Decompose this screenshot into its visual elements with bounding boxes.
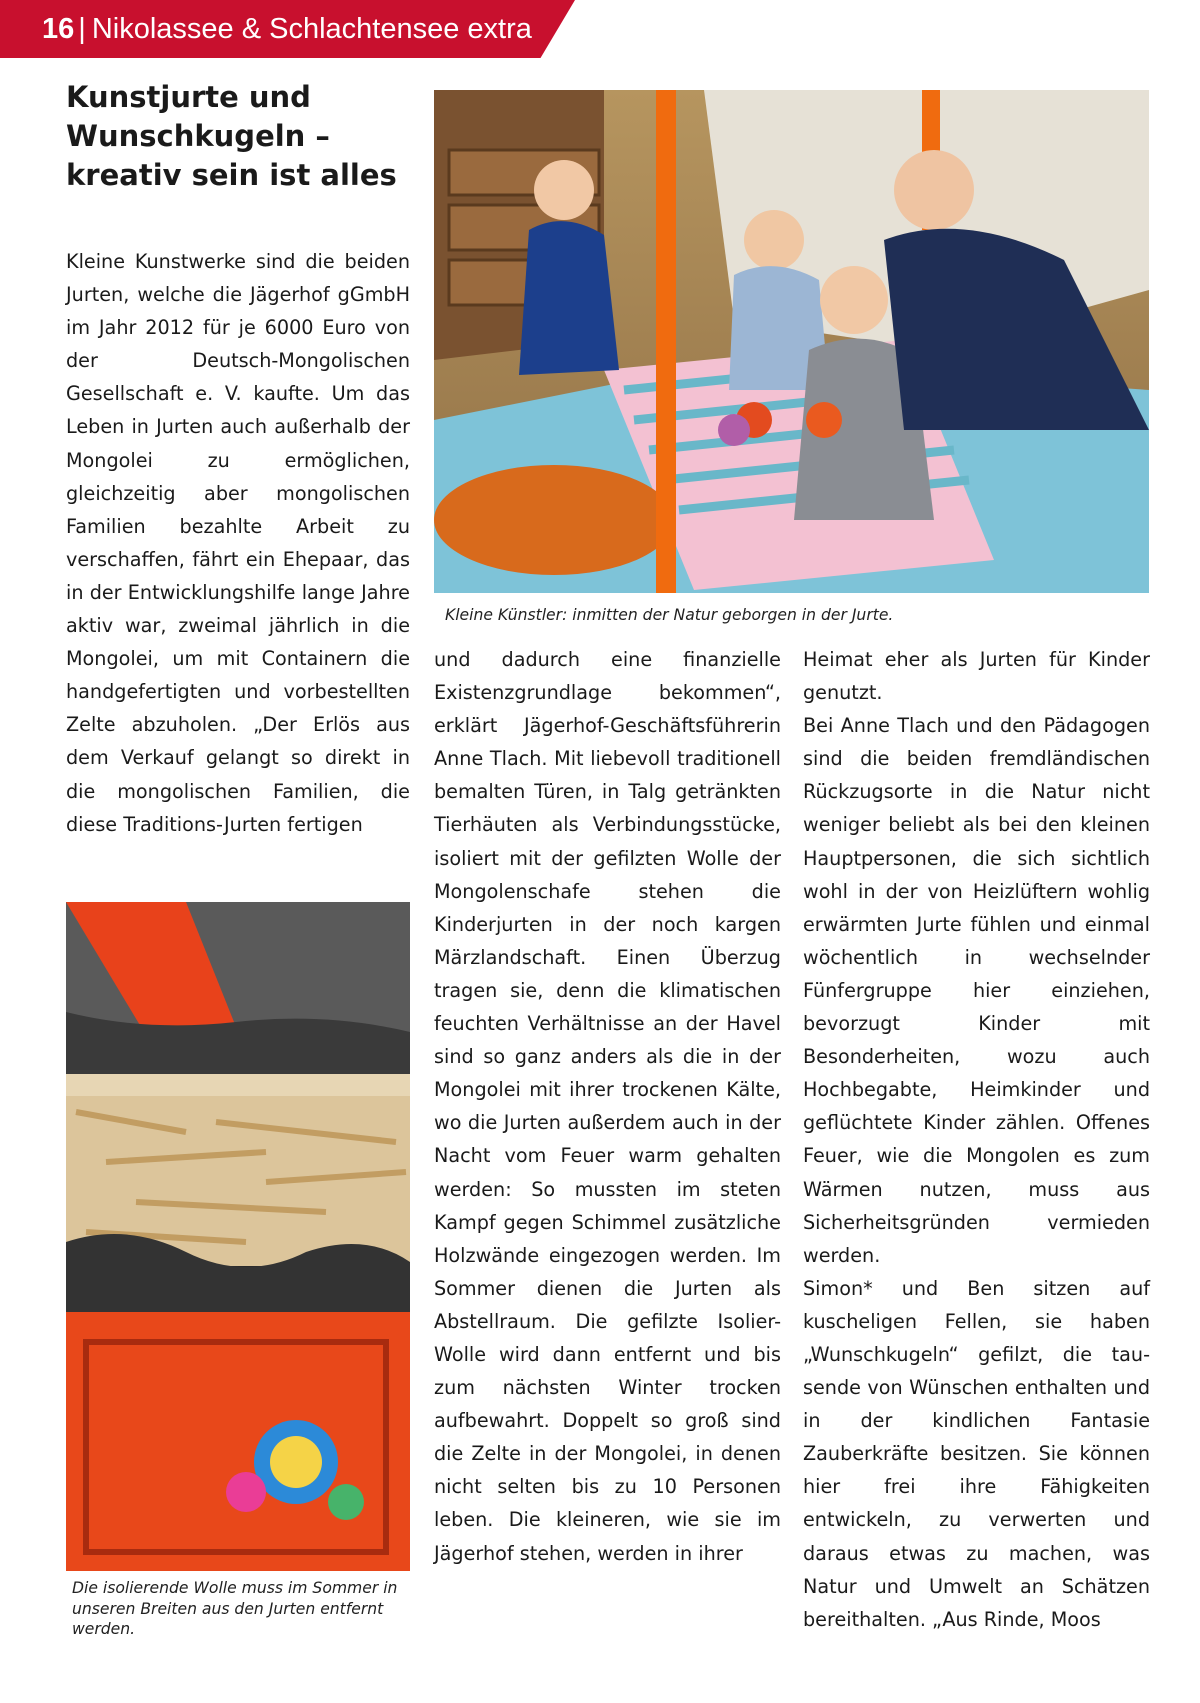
banner-title <box>42 9 532 49</box>
body-paragraph: Simon* und Ben sitzen auf kuscheligen Fellen, sie haben „Wunschkugeln“ gefilzt, die tausende von Wünschen enthalten und in der kindlichen Fantasie Zauberkräfte besitzen. Sie können hier frei ihre Fähigkeiten entwickeln, zu verwerten und daraus etwas zu machen, was Natur und Umwelt an Schätzen bereithalten. „Aus Rinde, Moos <box>803 1276 1150 1631</box>
photo-caption-main: Kleine Künstler: inmitten der Natur geborgen in der Jurte. <box>445 606 894 624</box>
headline-line: Kunstjurte und <box>66 80 311 114</box>
photo-wool-graphic <box>66 902 410 1571</box>
section-name: Nikolassee & Schlachtensee extra <box>91 13 532 45</box>
article-column-3 <box>803 643 1150 1636</box>
photo-children-in-yurt <box>434 90 1149 593</box>
photo-children-graphic <box>434 90 1149 593</box>
article-column-2 <box>434 643 781 1570</box>
article-column-1 <box>66 245 410 841</box>
headline-line: kreativ sein ist alles <box>66 158 397 192</box>
body-paragraph: Bei Anne Tlach und den Pädagogen sind die beiden fremdländischen Rückzugsorte in die Natur nicht weniger beliebt als bei den kleinen Hauptpersonen, die sich sichtlich wohl in der von Heizlüftern wohlig erwärmten Jurte fühlen und einmal wöchentlich in wechselnder Fünfergruppe hier einziehen, bevorzugt Kinder mit Besonderheiten, wozu auch Hochbegabte, Heimkinder und geflüchtete Kinder zählen. Offenes Feuer, wie die Mongolen es zum Wärmen nutzen, muss aus Sicherheitsgründen vermieden werden. <box>803 714 1150 1267</box>
headline-line: Wunschkugeln – <box>66 119 330 153</box>
photo-wool-insulation <box>66 902 410 1571</box>
photo-caption-wool: Die isolierende Wolle muss im Sommer in unseren Breiten aus den Jurten entfernt werden. <box>72 1579 398 1638</box>
body-paragraph: Heimat eher als Jurten für Kinder genutzt. <box>803 648 1150 705</box>
body-paragraph: und dadurch eine finanzielle Existenzgrundlage bekommen“, erklärt Jägerhof-Geschäftsführerin Anne Tlach. Mit liebevoll traditionell bemalten Türen, in Talg getränkten Tierhäuten als Verbindungsstücke, isoliert mit der gefilzten Wolle der Mongolenschafe stehen die Kinderjurten in der noch kargen Märzlandschaft. Einen Überzug tragen sie, denn die klimatischen feuchten Verhältnisse an der Havel sind so ganz anders als die in der Mongolei mit ihrer trockenen Kälte, wo die Jurten außerdem auch in der Nacht vom Feuer warm gehalten werden: So mussten im steten Kampf gegen Schimmel zusätzliche Holzwände eingezogen werden. Im Sommer dienen die Jurten als Abstellraum. Die gefilzte Isolier-Wolle wird dann entfernt und bis zum nächsten Winter trocken aufbewahrt. Doppelt so groß sind die Zelte in der Mongolei, in denen nicht selten bis zu 10 Personen leben. Die kleineren, wie sie im Jägerhof stehen, werden in ihrer <box>434 648 781 1565</box>
article-headline <box>66 78 426 195</box>
body-paragraph: Kleine Kunstwerke sind die beiden Jurten, welche die Jägerhof gGmbH im Jahr 2012 für je 6000 Euro von der Deutsch-Mongolischen Gesellschaft e. V. kaufte. Um das Leben in Jurten auch außerhalb der Mongolei zu ermöglichen, gleichzeitig aber mongolischen Familien bezahlte Arbeit zu verschaffen, fährt ein Ehepaar, das in der Entwicklungshilfe lange Jahre aktiv war, zweimal jährlich in die Mongolei, um mit Containern die handgefertigten und vorbestellten Zelte abzuholen. „Der Erlös aus dem Verkauf gelangt so direkt in die mongolischen Familien, die diese Traditions-Jurten fertigen <box>66 250 410 836</box>
banner-separator: | <box>78 13 86 45</box>
page-number: 16 <box>42 13 75 45</box>
